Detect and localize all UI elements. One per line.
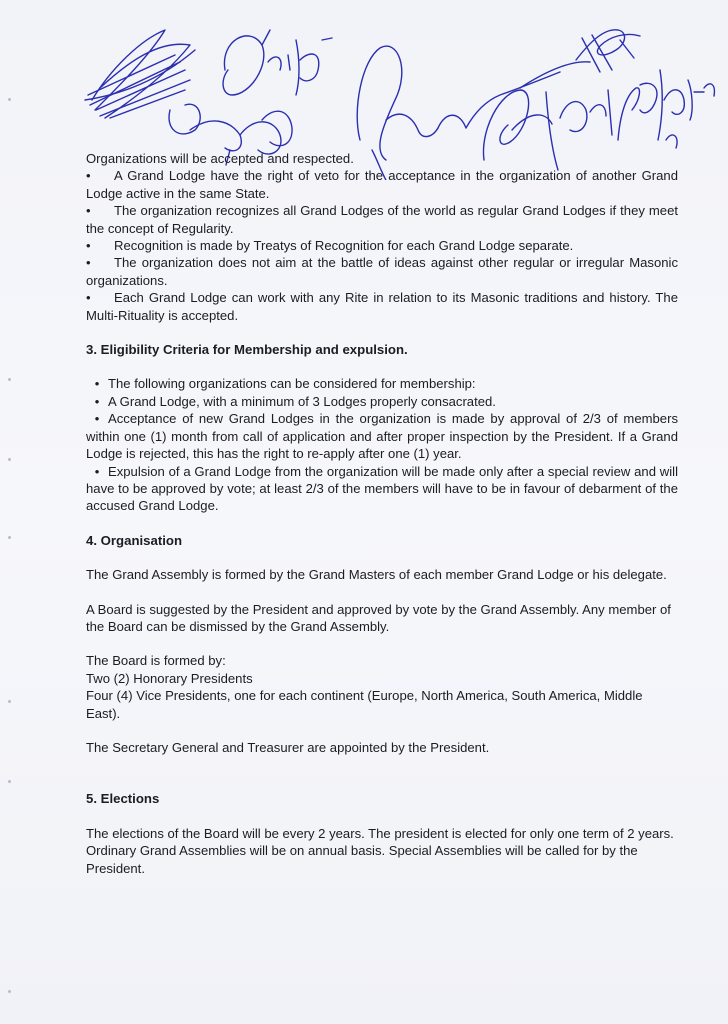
section2-bullet: • Recognition is made by Treatys of Recognition for each Grand Lodge separate. (86, 238, 574, 254)
section3-bullet: • A Grand Lodge, with a minimum of 3 Lodges properly consacrated. (86, 393, 678, 410)
section4-board-intro: The Board is formed by: (86, 653, 226, 669)
section4-board-line1: Two (2) Honorary Presidents (86, 670, 253, 686)
signature-4 (357, 46, 590, 160)
bullet-icon: • (94, 376, 100, 392)
signature-2 (223, 30, 332, 95)
bullet-icon: • (86, 203, 91, 219)
signature-1 (85, 30, 195, 118)
binder-hole (8, 780, 11, 783)
section2-bullet: • The organization does not aim at the battle of ideas against other regular or irregular Masonic organizations. (86, 255, 678, 288)
section3-bullet: • Acceptance of new Grand Lodges in the organization is made by approval of 2/3 of members within one (1) month from call of application and after proper inspection by the President. If a Grand Lodge is rejected, this has the right to re-apply after one (1) year. (86, 411, 678, 462)
binder-hole (8, 378, 11, 381)
section3-list (86, 375, 678, 514)
bullet-icon: • (86, 168, 91, 184)
signature-6 (576, 30, 640, 72)
section5-heading: 5. Elections (86, 791, 160, 807)
section5-para1: The elections of the Board will be every 2 years. The president is elected for only one term of 2 years. Ordinary Grand Assemblies will be on annual basis. Special Assemblies will be called for by the President. (86, 825, 674, 876)
section4-heading: 4. Organisation (86, 532, 182, 548)
section4-para3: The Secretary General and Treasurer are appointed by the President. (86, 739, 490, 755)
document-body (86, 150, 678, 877)
signature-7 (618, 70, 714, 148)
binder-hole (8, 458, 11, 461)
section3-heading: 3. Eligibility Criteria for Membership and expulsion. (86, 342, 408, 358)
bullet-icon: • (94, 411, 100, 427)
section2-bullet: • Each Grand Lodge can work with any Rite in relation to its Masonic traditions and history. The Multi-Rituality is accepted. (86, 290, 678, 323)
bullet-icon: • (86, 255, 91, 271)
section4-para1: The Grand Assembly is formed by the Grand Masters of each member Grand Lodge or his delegate. (86, 567, 667, 583)
bullet-icon: • (86, 290, 91, 306)
binder-hole (8, 700, 11, 703)
section2-bullet: • A Grand Lodge have the right of veto for the acceptance in the organization of another Grand Lodge active in the same State. (86, 168, 678, 201)
binder-hole (8, 536, 11, 539)
section2-bullet: • The organization recognizes all Grand Lodges of the world as regular Grand Lodges if they meet the concept of Regularity. (86, 203, 678, 236)
section3-bullet: • The following organizations can be considered for membership: (86, 375, 678, 392)
section4-board-line2: Four (4) Vice Presidents, one for each continent (Europe, North America, South America, Middle East). (86, 688, 643, 721)
intro-line: Organizations will be accepted and respected. (86, 151, 354, 166)
bullet-icon: • (86, 238, 91, 254)
section3-bullet: • Expulsion of a Grand Lodge from the organization will be made only after a special review and will have to be approved by vote; at least 2/3 of the members will have to be in favour of debarment of the accused Grand Lodge. (86, 463, 678, 514)
bullet-icon: • (94, 393, 100, 409)
binder-hole (8, 990, 11, 993)
bullet-icon: • (94, 463, 100, 479)
section4-para2: A Board is suggested by the President and approved by vote by the Grand Assembly. Any member of the Board can be dismissed by the Grand Assembly. (86, 601, 671, 634)
